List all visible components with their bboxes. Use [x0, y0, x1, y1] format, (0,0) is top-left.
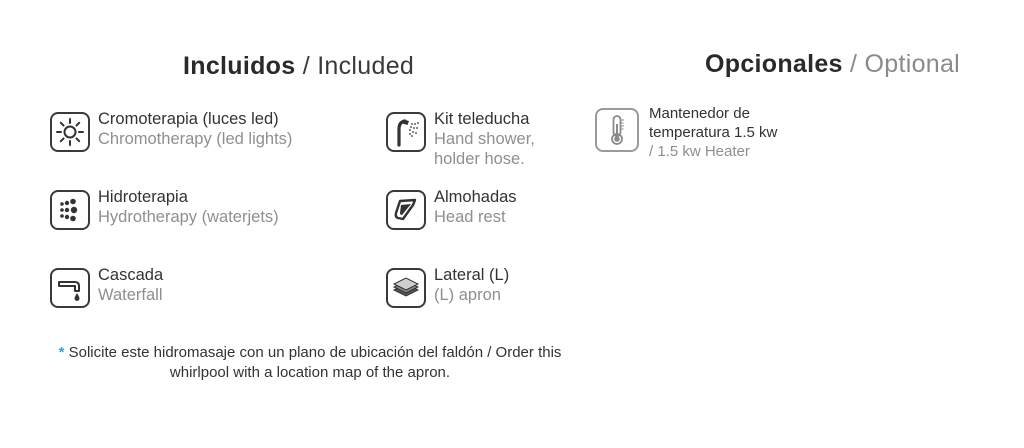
feature-waterfall: [50, 268, 163, 308]
included-title-separator: /: [302, 52, 310, 80]
feature-chromotherapy-es: Cromoterapia (luces led): [98, 110, 279, 128]
feature-apron-es: Lateral (L): [434, 266, 510, 284]
feature-head-rest-en: Head rest: [434, 208, 506, 226]
water-jets-icon: [50, 190, 90, 230]
feature-waterfall-es: Cascada: [98, 266, 164, 284]
included-title-light: Included: [317, 52, 415, 80]
optional-title-bold: Opcionales: [705, 50, 843, 78]
feature-waterfall-en: Waterfall: [98, 286, 163, 304]
apron-icon: [386, 268, 426, 308]
feature-hand-shower-en-line2: holder hose.: [434, 150, 525, 168]
feature-hydrotherapy-es: Hidroterapia: [98, 188, 188, 206]
faucet-icon: [50, 268, 90, 308]
footnote: [40, 343, 580, 383]
feature-hydrotherapy: [50, 190, 279, 230]
feature-apron-en: (L) apron: [434, 286, 501, 304]
optional-heading: [705, 50, 960, 79]
feature-heater-es-line1: Mantenedor de: [649, 105, 750, 122]
thermometer-icon: [595, 108, 639, 152]
sun-icon: [50, 112, 90, 152]
feature-head-rest: [386, 190, 517, 230]
feature-heater-es-line2: temperatura 1.5 kw: [649, 124, 778, 141]
hand-shower-icon: [386, 112, 426, 152]
feature-hand-shower-es: Kit teleducha: [434, 110, 530, 128]
included-heading: [183, 52, 414, 81]
optional-title-separator: /: [850, 50, 858, 78]
head-rest-icon: [386, 190, 426, 230]
footnote-text: Solicite este hidromasaje con un plano de ubicación del faldón / Order this whirlpool with a location map of the apron.: [68, 344, 562, 381]
included-title-bold: Incluidos: [183, 52, 296, 80]
feature-hydrotherapy-en: Hydrotherapy (waterjets): [98, 208, 279, 226]
feature-heater: [595, 105, 778, 161]
feature-chromotherapy: [50, 112, 292, 152]
feature-hand-shower-en-line1: Hand shower,: [434, 130, 535, 148]
feature-apron: [386, 268, 509, 308]
feature-hand-shower: [386, 112, 535, 169]
feature-head-rest-es: Almohadas: [434, 188, 517, 206]
feature-heater-en: / 1.5 kw Heater: [649, 143, 750, 160]
feature-chromotherapy-en: Chromotherapy (led lights): [98, 130, 293, 148]
footnote-asterisk: *: [58, 344, 65, 361]
optional-title-light: Optional: [864, 50, 961, 78]
